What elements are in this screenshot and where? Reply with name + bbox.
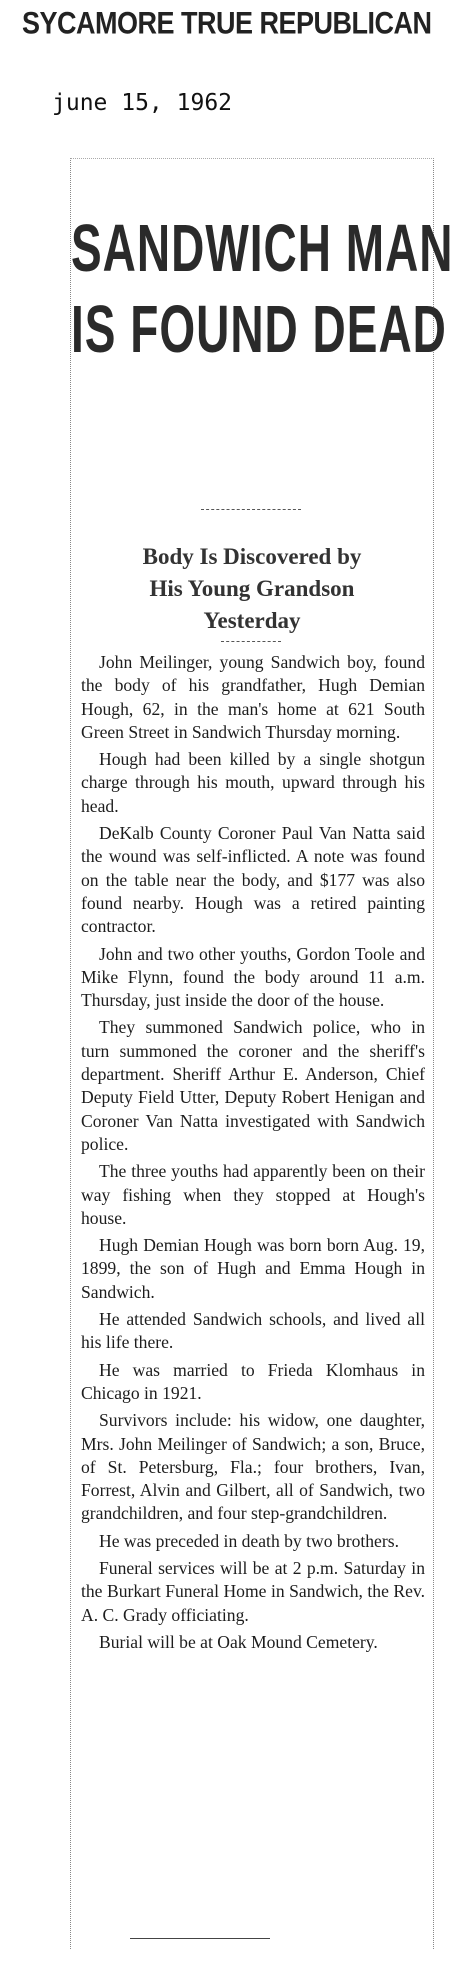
article-paragraph: The three youths had apparently been on their way fishing when they stopped at Hough's house. <box>81 1161 425 1228</box>
subheadline-divider <box>221 641 281 642</box>
article-paragraph: Hough had been killed by a single shotgun charge through his mouth, upward through his head. <box>81 749 425 816</box>
article-paragraph: John Meilinger, young Sandwich boy, found the body of his grandfather, Hugh Demian Hough, 62, in the man's home at 621 South Green Street in Sandwich Thursday morning. <box>81 652 425 742</box>
headline-line-2: IS FOUND DEAD <box>71 291 447 367</box>
article-paragraph: They summoned Sandwich police, who in turn summoned the coroner and the sheriff's department. Sheriff Arthur E. Anderson, Chief Deputy Field Utter, Deputy Robert Henigan and Coroner Van Natta investigated with Sandwich police. <box>81 1017 425 1154</box>
newspaper-masthead: SYCAMORE TRUE REPUBLICAN <box>22 6 432 41</box>
article-headline <box>71 207 454 369</box>
article-paragraph: He was married to Frieda Klomhaus in Chicago in 1921. <box>81 1359 425 1403</box>
article-paragraph: DeKalb County Coroner Paul Van Natta said the wound was self-inflicted. A note was found on the table near the body, and $177 was also found nearby. Hough was a retired painting contractor. <box>81 823 425 937</box>
article-paragraph: Funeral services will be at 2 p.m. Saturday in the Burkart Funeral Home in Sandwich, the Rev. A. C. Grady officiating. <box>81 1557 425 1625</box>
subheadline-line-3: Yesterday <box>203 608 301 633</box>
article-paragraph: He was preceded in death by two brothers. <box>99 1530 399 1551</box>
headline-line-1: SANDWICH MAN <box>71 209 454 286</box>
article-paragraph: Burial will be at Oak Mound Cemetery. <box>99 1631 378 1652</box>
article-paragraph: Hugh Demian Hough was born born Aug. 19, 1899, the son of Hugh and Emma Hough in Sandwich. <box>81 1235 425 1302</box>
article-body <box>81 651 425 1658</box>
article-end-rule <box>130 1938 270 1939</box>
article-subheadline <box>71 541 433 637</box>
newspaper-clipping <box>70 158 454 1949</box>
article-paragraph: Survivors include: his widow, one daughter, Mrs. John Meilinger of Sandwich; a son, Bruce, of St. Petersburg, Fla.; four brothers, Ivan, Forrest, Alvin and Gilbert, all of Sandwich, two grandchildren, and four step-grandchildren. <box>81 1410 425 1524</box>
article-paragraph: He attended Sandwich schools, and lived all his life there. <box>81 1309 425 1353</box>
subheadline-line-2: His Young Grandson <box>149 576 355 601</box>
headline-divider <box>201 509 301 510</box>
clipping-date: june 15, 1962 <box>52 90 233 116</box>
article-paragraph: John and two other youths, Gordon Toole and Mike Flynn, found the body around 11 a.m. Thursday, just inside the door of the house. <box>81 943 425 1011</box>
subheadline-line-1: Body Is Discovered by <box>142 544 362 569</box>
